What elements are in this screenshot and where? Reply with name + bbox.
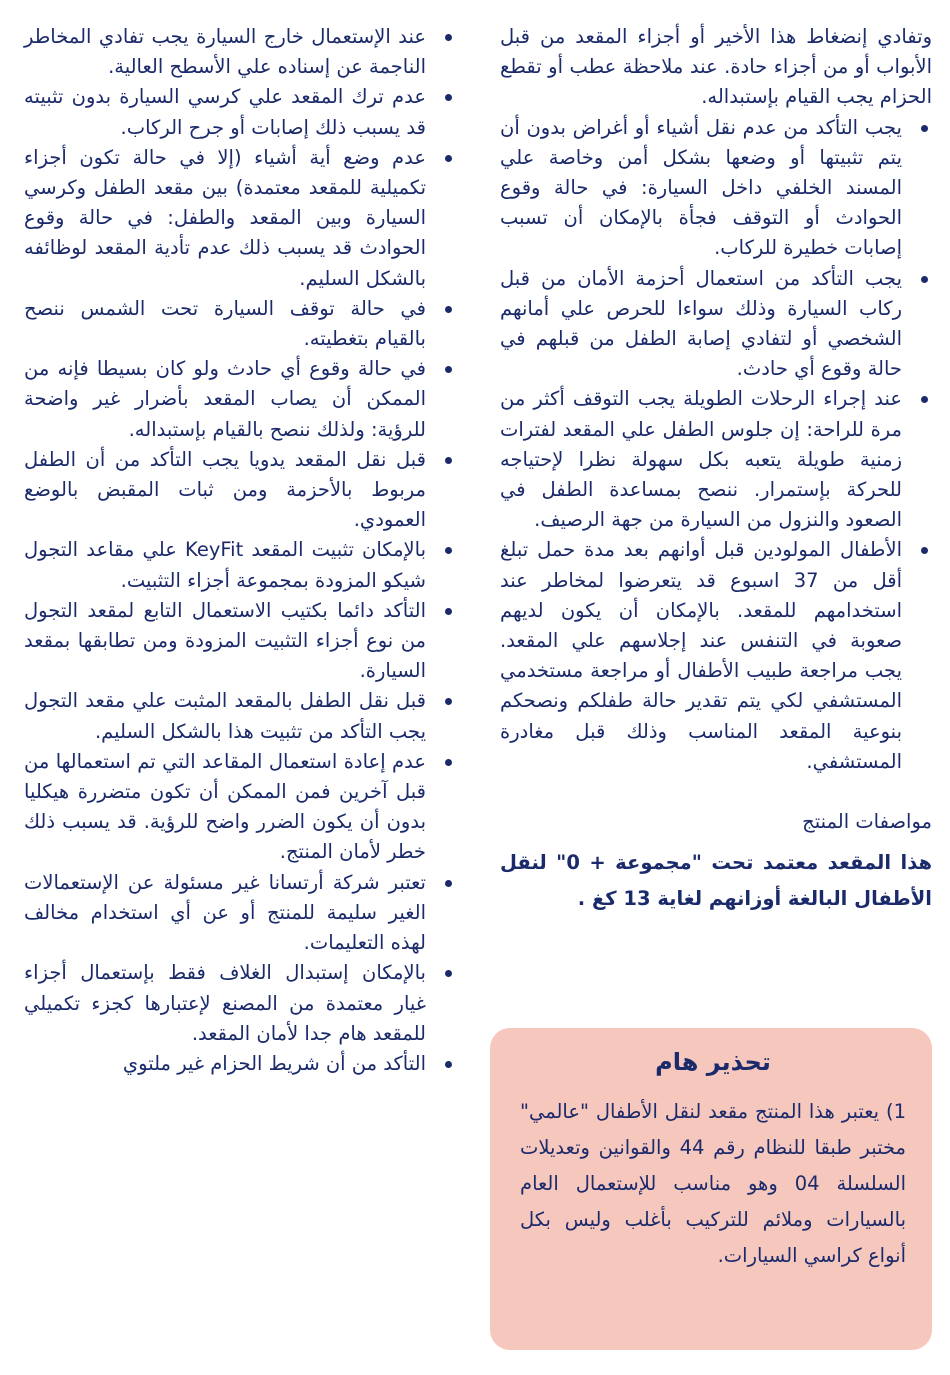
list-item-text: عند إجراء الرحلات الطويلة يجب التوقف أكثر من مرة للراحة: إن جلوس الطفل علي المقعد لفترات زمنية طويلة يتعبه بكل سهولة نظرا لإحتياجه للحركة بإستمرار. ننصح بمساعدة الطفل في الصعود والنزول من السيارة من جهة الرصيف. xyxy=(500,387,902,532)
bullet-icon xyxy=(921,125,928,132)
list-item xyxy=(24,82,456,142)
list-item xyxy=(24,143,456,294)
list-item-text: التأكد من أن شريط الحزام غير ملتوي xyxy=(122,1051,426,1075)
list-item-text: الأطفال المولودين قبل أوانهم بعد مدة حمل تبلغ أقل من 37 اسبوع قد يتعرضوا لمخاطر عند استخدامهم للمقعد. بالإمكان أن يكون لديهم صعوبة في التنفس عند إجلاسهم علي المقعد. يجب مراجعة طبيب الأطفال أو مراجعة مستخدمي المستشفي لكي يتم تقدير حالة طفلكم ونصحكم بنوعية المقعد المناسب وذلك قبل مغادرة المستشفي. xyxy=(500,538,902,773)
list-item-text: في حالة توقف السيارة تحت الشمس ننصح بالقيام بتغطيته. xyxy=(24,296,426,351)
list-item-text: في حالة وقوع أي حادث ولو كان بسيطا فإنه من الممكن أن يصاب المقعد بأضرار غير واضحة للرؤية: ولذلك ننصح بالقيام بإستبداله. xyxy=(24,357,426,441)
list-item-text: بالإمكان تثبيت المقعد KeyFit علي مقاعد التجول شيكو المزودة بمجموعة أجزاء التثبيت. xyxy=(24,538,426,592)
list-item xyxy=(24,686,456,746)
bullet-icon xyxy=(445,34,452,41)
list-item xyxy=(500,384,932,535)
list-item xyxy=(24,596,456,687)
bullet-icon xyxy=(445,759,452,766)
bullet-icon xyxy=(445,698,452,705)
specs-title: مواصفات المنتج xyxy=(802,810,932,834)
warning-title: تحذير هام xyxy=(655,1048,771,1076)
right-bullet-list xyxy=(500,113,932,777)
product-specs xyxy=(500,807,932,917)
list-item xyxy=(24,958,456,1049)
bullet-icon xyxy=(445,306,452,313)
bullet-icon xyxy=(921,276,928,283)
list-item-text: يجب التأكد من عدم نقل أشياء أو أغراض بدون أن يتم تثبيتها أو وضعها بشكل أمن وخاصة علي المسند الخلفي داخل السيارة: في حالة وقوع الحوادث أو التوقف فجأة بالإمكان أن تسبب إصابات خطيرة للركاب. xyxy=(500,115,902,260)
bullet-icon xyxy=(921,547,928,554)
bullet-icon xyxy=(445,155,452,162)
bullet-icon xyxy=(445,94,452,101)
warning-text: 1) يعتبر هذا المنتج مقعد لنقل الأطفال "عالمي" مختبر طبقا للنظام رقم 44 والقوانين وتعديلات السلسلة 04 وهو مناسب للإستعمال العام بالسيارات وملائم للتركيب بأغلب وليس بكل أنواع كراسي السيارات. xyxy=(520,1100,906,1267)
bullet-icon xyxy=(445,970,452,977)
warning-box xyxy=(490,1028,932,1350)
list-item-text: يجب التأكد من استعمال أحزمة الأمان من قبل ركاب السيارة وذلك سواءا للحرص علي أمانهم الشخصي أو لتفادي إصابة الطفل من قبلهم في حالة وقوع أي حادث. xyxy=(500,266,902,381)
list-item-text: التأكد دائما بكتيب الاستعمال التابع لمقعد التجول من نوع أجزاء التثبيت المزودة ومن تطابقها بمقعد السيارة. xyxy=(24,598,426,683)
bullet-icon xyxy=(921,396,928,403)
bullet-icon xyxy=(445,547,452,554)
right-column xyxy=(500,22,932,917)
list-item-text: قبل نقل المقعد يدويا يجب التأكد من أن الطفل مربوط بالأحزمة ومن ثبات المقبض بالوضع العمودي. xyxy=(24,447,426,532)
bullet-icon xyxy=(445,880,452,887)
list-item xyxy=(24,22,456,82)
left-bullet-list xyxy=(24,22,456,1079)
bullet-icon xyxy=(445,457,452,464)
bullet-icon xyxy=(445,366,452,373)
bullet-icon xyxy=(445,1061,452,1068)
list-item-text: بالإمكان إستبدال الغلاف فقط بإستعمال أجزاء غيار معتمدة من المصنع لإعتبارها كجزء تكميلي للمقعد هام جدا لأمان المقعد. xyxy=(24,961,426,1045)
intro-paragraph: وتفادي إنضغاط هذا الأخير أو أجزاء المقعد من قبل الأبواب أو من أجزاء حادة. عند ملاحظة عطب أو تقطع الحزام يجب القيام بإستبداله. xyxy=(500,25,932,109)
list-item-text: عدم إعادة استعمال المقاعد التي تم استعمالها من قبل آخرين فمن الممكن أن تكون متضررة هيكليا بدون أن يكون الضرر واضح للرؤية. قد يسبب ذلك خطر لأمان المنتج. xyxy=(24,749,426,864)
list-item-text: تعتبر شركة أرتسانا غير مسئولة عن الإستعمالات الغير سليمة للمنتج أو عن أي استخدام مخالف لهذه التعليمات. xyxy=(24,870,426,955)
list-item xyxy=(500,535,932,777)
list-item xyxy=(24,445,456,536)
list-item-text: عدم وضع أية أشياء (إلا في حالة تكون أجزاء تكميلية للمقعد معتمدة) بين مقعد الطفل وكرسي السيارة وبين المقعد والطفل: في حالة وقوع الحوادث قد يسبب ذلك عدم تأدية المقعد لوظائفه بالشكل السليم. xyxy=(24,145,426,290)
list-item xyxy=(24,535,456,595)
list-item xyxy=(24,354,456,445)
specs-text: هذا المقعد معتمد تحت "مجموعة + 0" لنقل الأطفال البالغة أوزانهم لغاية 13 كغ . xyxy=(500,851,932,911)
list-item xyxy=(500,113,932,264)
list-item xyxy=(24,868,456,959)
list-item xyxy=(24,747,456,868)
left-column xyxy=(24,22,456,1079)
list-item xyxy=(24,1049,456,1079)
list-item-text: عدم ترك المقعد علي كرسي السيارة بدون تثبيته قد يسبب ذلك إصابات أو جرح الركاب. xyxy=(24,85,426,139)
bullet-icon xyxy=(445,608,452,615)
list-item xyxy=(500,264,932,385)
list-item-text: قبل نقل الطفل بالمقعد المثبت علي مقعد التجول يجب التأكد من تثبيت هذا بالشكل السليم. xyxy=(24,689,426,743)
list-item xyxy=(24,294,456,354)
list-item-text: عند الإستعمال خارج السيارة يجب تفادي المخاطر الناجمة عن إسناده علي الأسطح العالية. xyxy=(24,25,426,79)
